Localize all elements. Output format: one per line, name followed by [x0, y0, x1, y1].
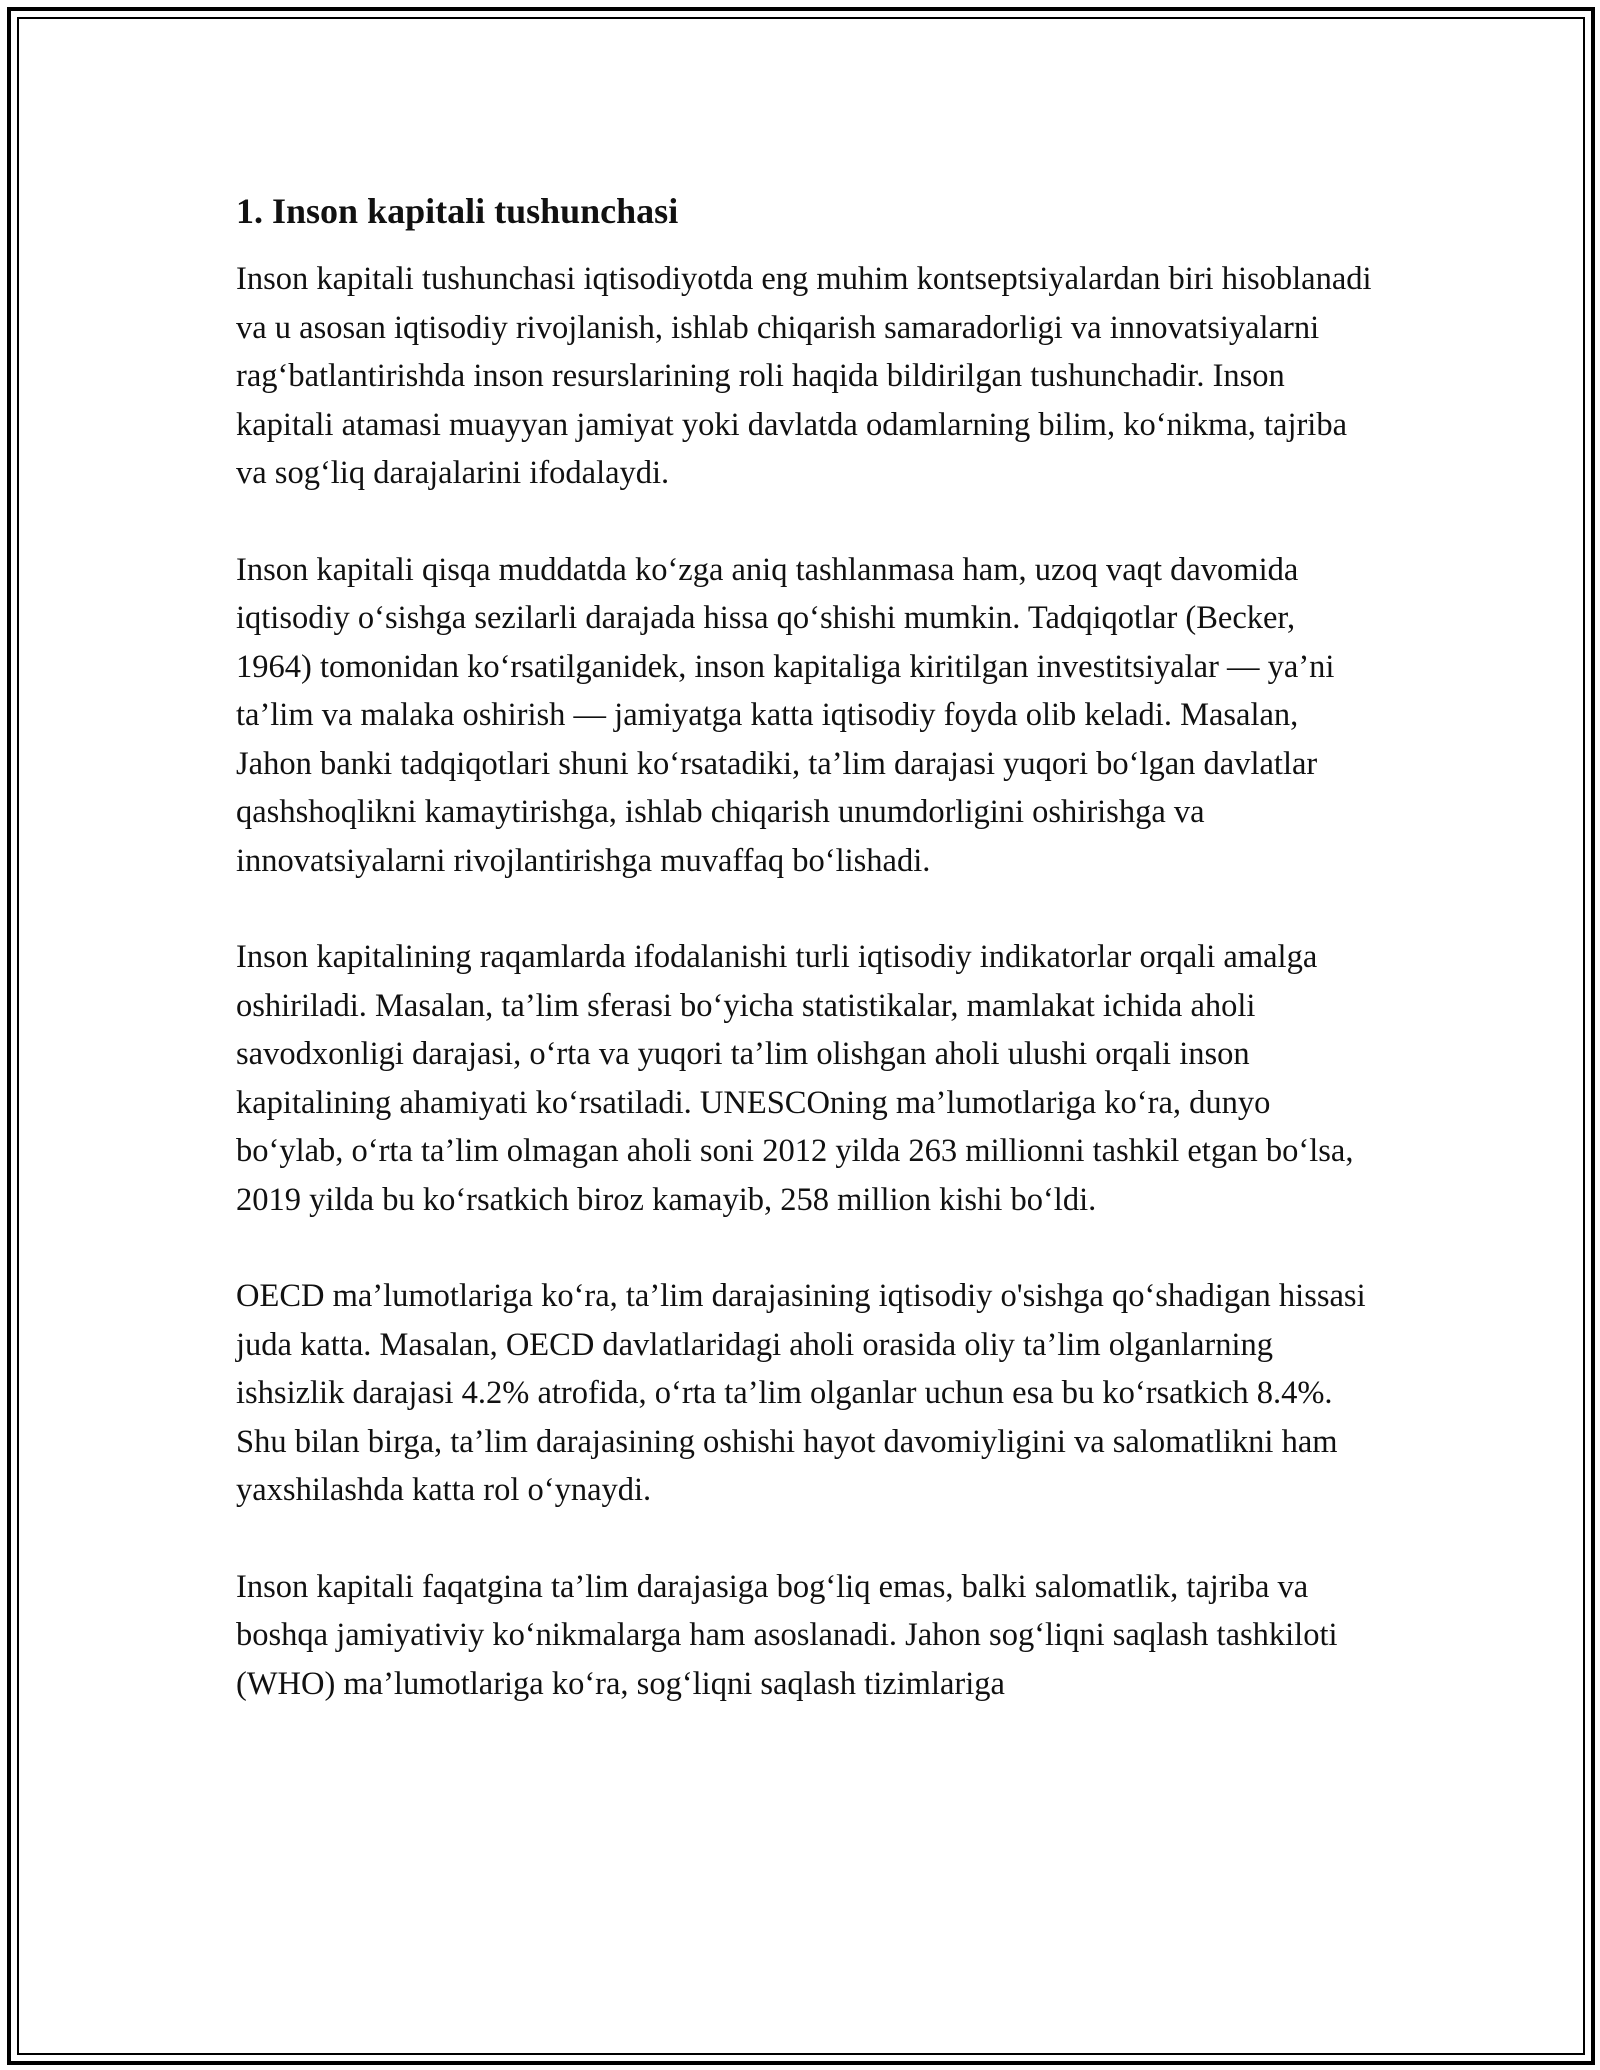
paragraph-indicators: Inson kapitalining raqamlarda ifodalanishi turli iqtisodiy indikatorlar orqali amalga oshiriladi. Masalan, ta’lim sferasi bo‘yicha statistikalar, mamlakat ichida aholi savodxonligi darajasi, o‘rta va yuqori ta’lim olishgan aholi ulushi orqali inson kapitalining ahamiyati ko‘rsatiladi. UNESCOning ma’lumotlariga ko‘ra, dunyo bo‘ylab, o‘rta ta’lim olmagan aholi soni 2012 yilda 263 millionni tashkil etgan bo‘lsa, 2019 yilda bu ko‘rsatkich biroz kamayib, 258 million kishi bo‘ldi. — [236, 939, 1354, 1218]
paragraph-investment: Inson kapitali qisqa muddatda ko‘zga aniq tashlanmasa ham, uzoq vaqt davomida iqtisodiy o‘sishga sezilarli darajada hissa qo‘shishi mumkin. Tadqiqotlar (Becker, 1964) tomonidan ko‘rsatilganidek, inson kapitaliga kiritilgan investitsiyalar — ya’ni ta’lim va malaka oshirish — jamiyatga katta iqtisodiy foyda olib keladi. Masalan, Jahon banki tadqiqotlari shuni ko‘rsatadiki, ta’lim darajasi yuqori bo‘lgan davlatlar qashshoqlikni kamaytirishga, ishlab chiqarish unumdorligini oshirishga va innovatsiyalarni rivojlantirishga muvaffaq bo‘lishadi. — [236, 551, 1335, 879]
document-body — [236, 185, 1376, 1756]
paragraph-definition: Inson kapitali tushunchasi iqtisodiyotda eng muhim kontseptsiyalardan biri hisoblanadi va u asosan iqtisodiy rivojlanish, ishlab chiqarish samaradorligi va innovatsiyalarni rag‘batlantirishda inson resurslarining roli haqida bildirilgan tushunchadir. Inson kapitali atamasi muayyan jamiyat yoki davlatda odamlarning bilim, ko‘nikma, tajriba va sog‘liq darajalarini ifodalaydi. — [236, 261, 1372, 491]
paragraph-health: Inson kapitali faqatgina ta’lim darajasiga bog‘liq emas, balki salomatlik, tajriba va boshqa jamiyativiy ko‘nikmalarga ham asoslanadi. Jahon sog‘liqni saqlash tashkiloti (WHO) ma’lumotlariga ko‘ra, sog‘liqni saqlash tizimlariga — [236, 1568, 1338, 1702]
paragraph-oecd: OECD ma’lumotlariga ko‘ra, ta’lim darajasining iqtisodiy o'sishga qo‘shadigan hissasi juda katta. Masalan, OECD davlatlaridagi aholi orasida oliy ta’lim olganlarning ishsizlik darajasi 4.2% atrofida, o‘rta ta’lim olganlar uchun esa bu ko‘rsatkich 8.4%. Shu bilan birga, ta’lim darajasining oshishi hayot davomiyligini va salomatlikni ham yaxshilashda katta rol o‘ynaydi. — [236, 1278, 1366, 1508]
section-heading: 1. Inson kapitali tushunchasi — [236, 191, 679, 231]
